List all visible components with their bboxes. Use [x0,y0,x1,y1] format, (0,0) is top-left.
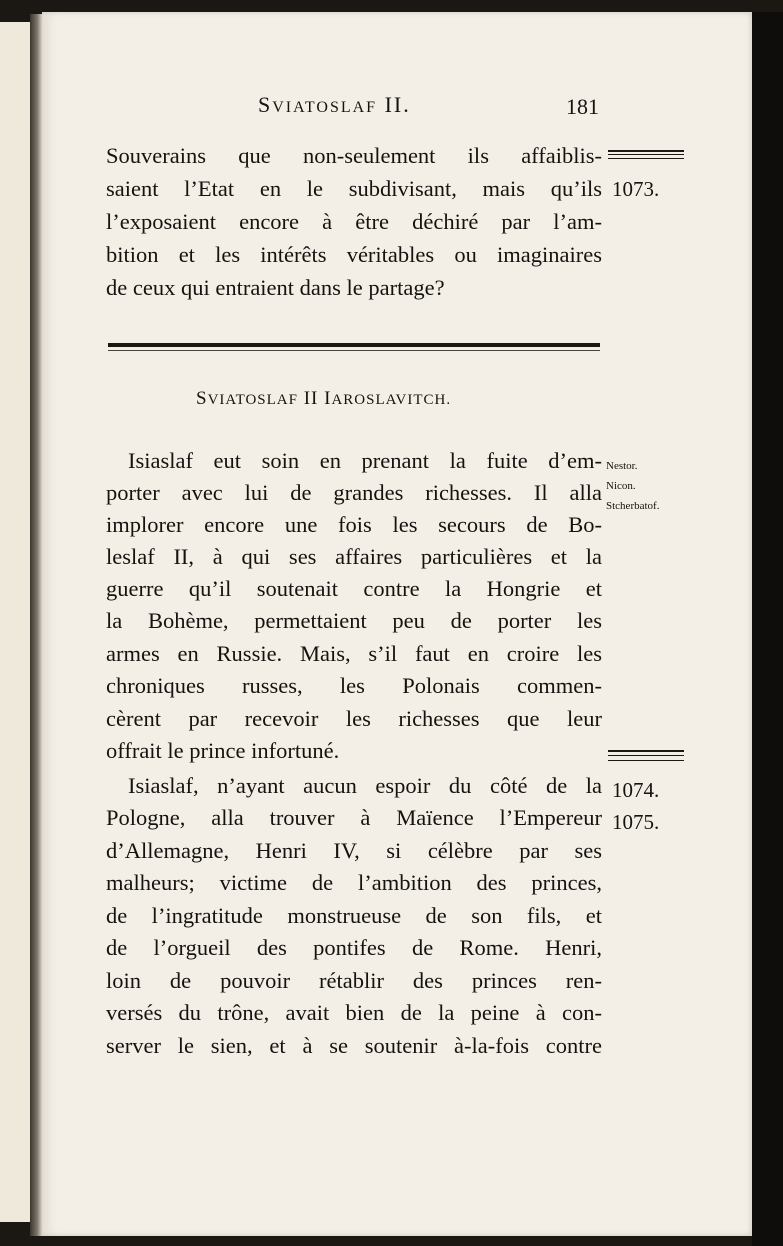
section-rule-thin [108,350,600,351]
text-line: bition et les intérêts véritables ou imaginaires [106,242,602,267]
heading-part1-rest: VIATOSLAF [207,392,298,408]
heading-middle: II [297,388,325,409]
text-line: implorer encore une fois les secours de Bo- [106,512,602,537]
text-line: malheurs; victime de l’ambition des princes, [106,870,602,895]
text-line: armes en Russie. Mais, s’il faut en croire les [106,641,602,666]
heading-part2-initial: I [324,388,332,409]
text-line: cèrent par recevoir les richesses que leur [106,706,602,731]
margin-source-stcherbatof: Stcherbatof. [606,500,660,512]
margin-rule [608,154,684,155]
margin-rule [608,150,684,152]
book-gutter [30,14,42,1236]
section-heading [196,388,451,410]
heading-part2-rest: AROSLAVITCH. [331,392,452,408]
text-line: Souverains que non-seulement ils affaiblis- [106,143,602,168]
text-line: de ceux qui entraient dans le partage? [106,275,445,300]
header-title-rest: VIATOSLAF [272,99,378,116]
margin-year-1073: 1073. [612,177,660,201]
running-header [258,92,411,118]
margin-rule [608,158,684,159]
text-line: chroniques russes, les Polonais commen- [106,673,602,698]
text-line: d’Allemagne, Henri IV, si célèbre par ses [106,838,602,863]
margin-source-nicon: Nicon. [606,480,636,492]
margin-rule [608,755,684,756]
text-line: porter avec lui de grandes richesses. Il alla [106,480,602,505]
margin-source-nestor: Nestor. [606,460,638,472]
background-right [752,12,783,1246]
text-line: de l’ingratitude monstrueuse de son fils, et [106,903,602,928]
page-number: 181 [566,94,599,119]
margin-rule [608,760,684,761]
text-line: offrait le prince infortuné. [106,738,340,763]
text-line: de l’orgueil des pontifes de Rome. Henri, [106,935,602,960]
header-title-initial: S [258,92,273,117]
text-line: loin de pouvoir rétablir des princes ren- [106,968,602,993]
margin-year-1074: 1074. [612,778,660,802]
text-line: la Bohème, permettaient peu de porter les [106,608,602,633]
text-line: versés du trône, avait bien de la peine à con- [106,1000,602,1025]
header-title-suffix: II. [377,92,411,117]
text-line: leslaf II, à qui ses affaires particulières et la [106,544,602,569]
text-line: server le sien, et à se soutenir à-la-fois contre [106,1033,602,1058]
text-line: Pologne, alla trouver à Maïence l’Empereur [106,805,602,830]
text-line: saient l’Etat en le subdivisant, mais qu’ils [106,176,602,201]
text-line: Isiaslaf, n’ayant aucun espoir du côté de la [128,773,602,798]
margin-rule [608,750,684,752]
text-line: l’exposaient encore à être déchiré par l’am- [106,209,602,234]
text-line: Isiaslaf eut soin en prenant la fuite d’em- [128,448,602,473]
facing-page-edge [0,22,31,1222]
heading-part1-initial: S [196,388,208,409]
section-rule [108,343,600,347]
margin-year-1075: 1075. [612,810,660,834]
text-line: guerre qu’il soutenait contre la Hongrie et [106,576,602,601]
